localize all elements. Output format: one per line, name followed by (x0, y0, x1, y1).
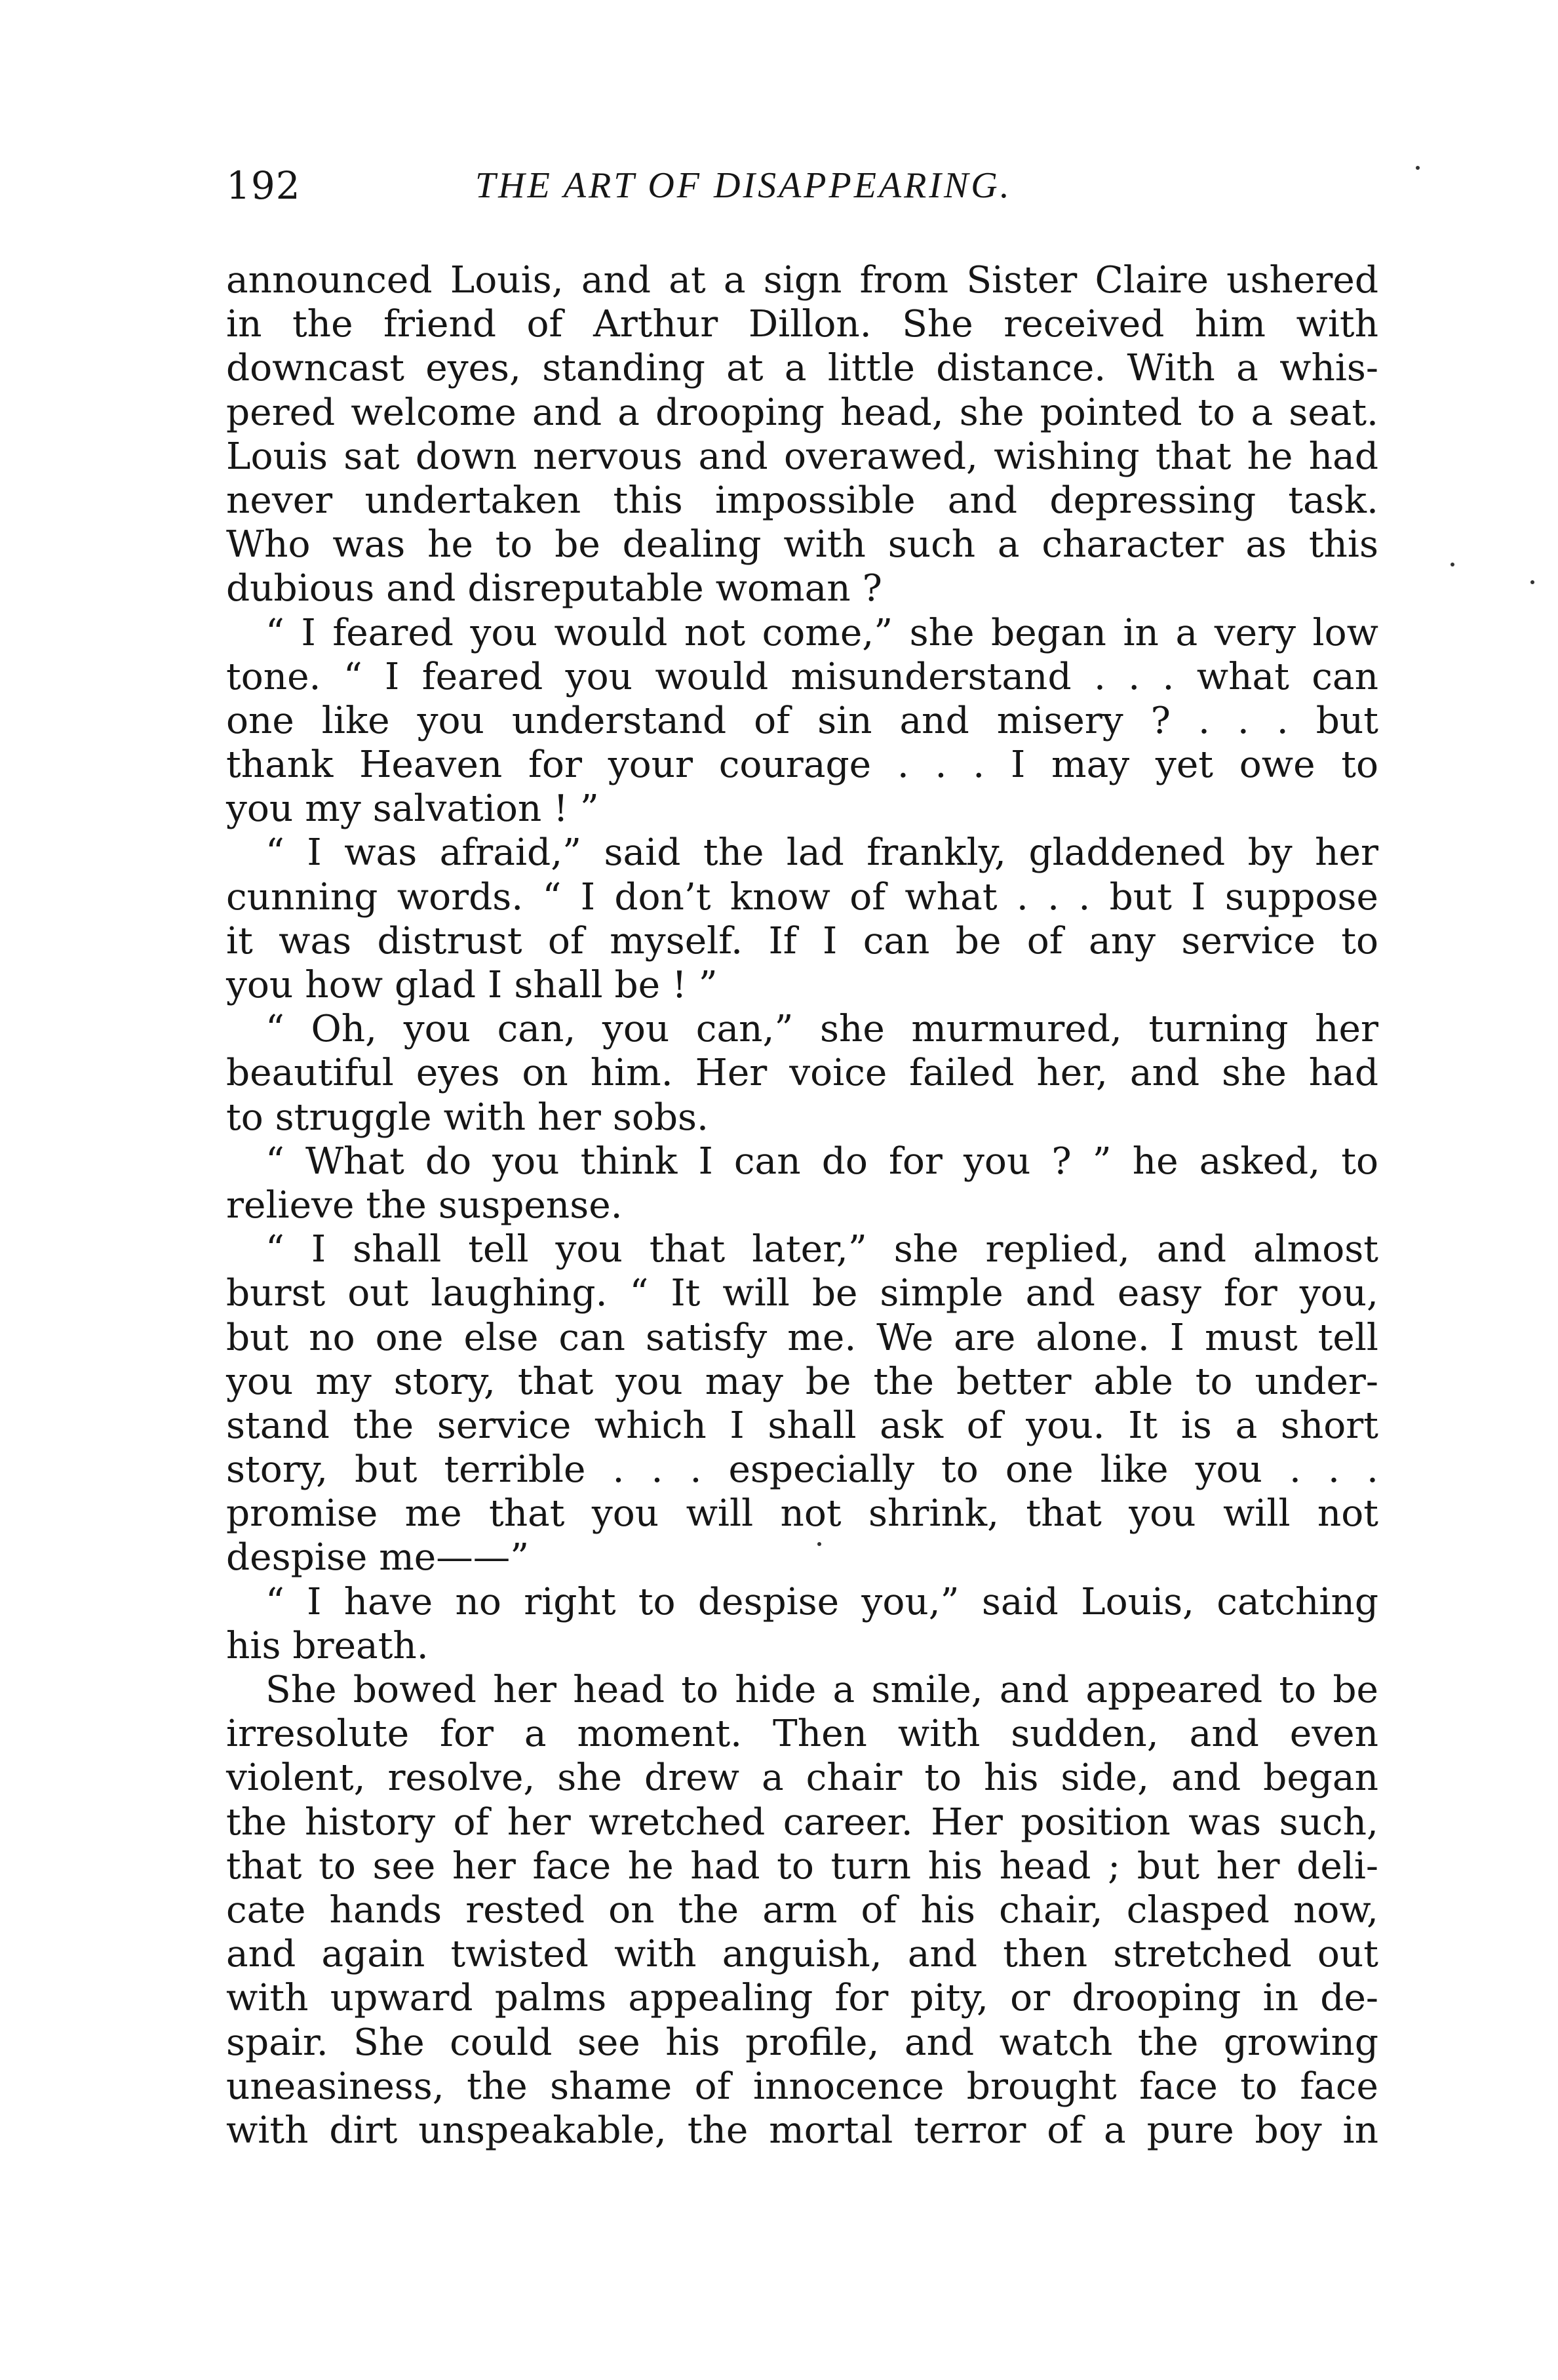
text-line: you how glad I shall be ! ” (226, 964, 718, 1006)
text-line: spair. She could see his profile, and watch the growing (226, 2021, 1378, 2064)
text-line: stand the service which I shall ask of you. It is a short (226, 1404, 1378, 1447)
text-line: downcast eyes, standing at a little distance. With a whis- (226, 347, 1378, 390)
print-speck (1530, 580, 1534, 584)
text-line: relieve the suspense. (226, 1183, 623, 1227)
text-line: story, but terrible . . . especially to one like you . . . (226, 1448, 1378, 1492)
text-line: never undertaken this impossible and depressing task. (226, 479, 1378, 522)
print-speck (817, 1542, 821, 1546)
text-line: one like you understand of sin and misery ? . . . but (226, 699, 1378, 742)
text-line: his breath. (226, 1624, 429, 1667)
text-line: promise me that you will not shrink, that you will not (226, 1492, 1378, 1536)
text-line: the history of her wretched career. Her position was such, (226, 1800, 1378, 1844)
text-line: beautiful eyes on him. Her voice failed her, and she had (226, 1052, 1378, 1095)
text-line: cate hands rested on the arm of his chair, clasped now, (226, 1888, 1378, 1932)
text-line: in the friend of Arthur Dillon. She received him with (226, 303, 1378, 346)
text-line: irresolute for a moment. Then with sudden, and even (226, 1713, 1378, 1756)
text-line: announced Louis, and at a sign from Sister Claire ushered (226, 259, 1378, 302)
text-line: She bowed her head to hide a smile, and appeared to be (265, 1669, 1378, 1711)
text-line: uneasiness, the shame of innocence brought face to face (226, 2065, 1378, 2108)
text-line: Louis sat down nervous and overawed, wishing that he had (226, 435, 1378, 478)
text-line: “ I shall tell you that later,” she replied, and almost (265, 1228, 1378, 1271)
text-line: with upward palms appealing for pity, or drooping in de- (226, 1977, 1378, 2020)
text-line: tone. “ I feared you would misunderstand . . . what can (226, 655, 1378, 698)
print-speck (1451, 563, 1454, 566)
text-line: cunning words. “ I don’t know of what . . . but I suppose (226, 875, 1378, 919)
text-line: that to see her face he had to turn his head ; but her deli- (226, 1844, 1378, 1888)
running-title: THE ART OF DISAPPEARING. (475, 165, 1012, 206)
body-text (226, 258, 1378, 2152)
text-line: dubious and disreputable woman ? (226, 567, 882, 610)
text-line: to struggle with her sobs. (226, 1096, 709, 1139)
text-line: with dirt unspeakable, the mortal terror of a pure boy in (226, 2109, 1378, 2152)
text-line: and again twisted with anguish, and then stretched out (226, 1933, 1378, 1976)
running-head (226, 156, 1378, 215)
page-number: 192 (226, 163, 301, 208)
text-line: burst out laughing. “ It will be simple and easy for you, (226, 1272, 1378, 1315)
text-line: violent, resolve, she drew a chair to his side, and began (226, 1756, 1378, 1800)
text-line: you my story, that you may be the better able to under- (226, 1360, 1378, 1403)
text-line: despise me——” (226, 1536, 530, 1579)
text-line: but no one else can satisfy me. We are alone. I must tell (226, 1316, 1378, 1359)
text-line: thank Heaven for your courage . . . I may yet owe to (226, 744, 1378, 787)
text-line: Who was he to be dealing with such a character as this (226, 523, 1378, 566)
text-line: it was distrust of myself. If I can be of any service to (226, 919, 1378, 962)
text-line: pered welcome and a drooping head, she pointed to a seat. (226, 391, 1378, 434)
text-line: “ I was afraid,” said the lad frankly, gladdened by her (265, 831, 1378, 875)
text-line: you my salvation ! ” (226, 787, 599, 831)
text-line: “ What do you think I can do for you ? ” he asked, to (265, 1140, 1378, 1183)
text-line: “ Oh, you can, you can,” she murmured, turning her (265, 1008, 1378, 1051)
text-line: “ I feared you would not come,” she began in a very low (265, 611, 1378, 654)
print-speck (1416, 166, 1420, 170)
text-line: “ I have no right to despise you,” said Louis, catching (265, 1580, 1378, 1623)
